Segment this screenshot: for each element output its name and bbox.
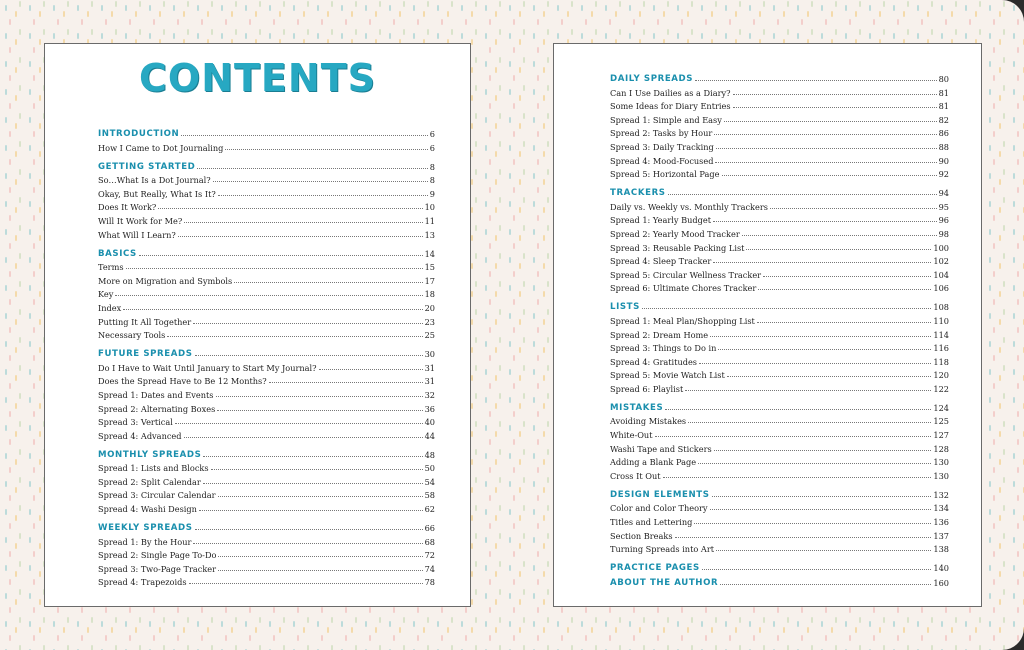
toc-entry-page-number: 72: [424, 550, 435, 561]
toc-section-heading-label: LISTS: [610, 302, 640, 313]
page-title: CONTENTS: [139, 56, 376, 100]
toc-entry-page-number: 92: [938, 169, 949, 180]
toc-entry-page-number: 68: [424, 536, 435, 547]
toc-entry-label: Color and Color Theory: [610, 503, 708, 514]
dot-leader: [167, 335, 422, 337]
toc-section-heading-label: ABOUT THE AUTHOR: [610, 578, 719, 589]
toc-entry-page-number: 11: [424, 215, 435, 226]
toc-section-heading-page-number: 48: [424, 449, 435, 460]
dot-leader: [175, 422, 423, 424]
toc-entry-page-number: 82: [938, 114, 949, 125]
toc-entry-page-number: 78: [424, 577, 435, 588]
toc-entry-label: Turning Spreads into Art: [610, 544, 715, 555]
toc-entry: [610, 266, 949, 280]
toc-entry-page-number: 110: [933, 315, 949, 326]
toc-entry: [98, 139, 435, 153]
dot-leader: [217, 409, 422, 411]
toc-entry: [98, 286, 435, 300]
toc-section-heading: [610, 485, 949, 500]
dot-leader: [216, 395, 423, 397]
toc-entry: [98, 533, 435, 547]
toc-entry: [98, 185, 435, 199]
toc-entry-page-number: 118: [933, 356, 949, 367]
dot-leader: [195, 354, 423, 356]
toc-entry-label: Spread 5: Horizontal Page: [610, 169, 720, 180]
dot-leader: [720, 583, 931, 585]
dot-leader: [178, 235, 423, 237]
toc-section-heading-label: WEEKLY SPREADS: [98, 523, 193, 534]
toc-entry-label: Avoiding Mistakes: [610, 416, 687, 427]
toc-entry-page-number: 31: [424, 362, 435, 373]
toc-section-heading: [98, 244, 435, 259]
toc-section-heading-page-number: 132: [933, 489, 949, 500]
toc-entry-label: Spread 2: Dream Home: [610, 329, 709, 340]
dot-leader: [713, 261, 931, 263]
toc-entry-label: Section Breaks: [610, 530, 673, 541]
toc-entry-label: So…What Is a Dot Journal?: [98, 175, 211, 186]
toc-entry: [98, 359, 435, 373]
dot-leader: [746, 248, 931, 250]
dot-leader: [189, 582, 423, 584]
dot-leader: [716, 549, 931, 551]
left-page: [44, 43, 471, 607]
toc-entry: [610, 340, 949, 354]
toc-entry: [610, 541, 949, 555]
toc-entry-page-number: 95: [938, 201, 949, 212]
toc-entry-page-number: 15: [424, 262, 435, 273]
toc-entry-label: What Will I Learn?: [98, 229, 176, 240]
dot-leader: [675, 536, 932, 538]
toc-entry-label: Spread 3: Two-Page Tracker: [98, 563, 217, 574]
toc-section-heading: [98, 344, 435, 359]
dot-leader: [655, 435, 932, 437]
dot-leader: [203, 455, 422, 457]
toc-section-heading-page-number: 140: [933, 563, 949, 574]
toc-entry-label: Spread 5: Movie Watch List: [610, 370, 725, 381]
toc-entry-label: Does the Spread Have to Be 12 Months?: [98, 376, 267, 387]
toc-entry-label: Spread 4: Washi Design: [98, 504, 197, 515]
toc-entry-label: Spread 3: Daily Tracking: [610, 141, 714, 152]
toc-entry-page-number: 114: [933, 329, 949, 340]
dot-leader: [218, 569, 423, 571]
toc-entry-label: Spread 4: Sleep Tracker: [610, 256, 712, 267]
toc-entry-page-number: 102: [933, 256, 949, 267]
toc-entry: [98, 373, 435, 387]
toc-entry: [610, 225, 949, 239]
dot-leader: [203, 482, 423, 484]
toc-entry-page-number: 81: [938, 101, 949, 112]
toc-entry-label: White-Out: [610, 430, 653, 441]
toc-entry-label: Spread 3: Reusable Packing List: [610, 242, 745, 253]
toc-section-heading-page-number: 160: [933, 578, 949, 589]
toc-entry-page-number: 31: [424, 376, 435, 387]
dot-leader: [713, 220, 937, 222]
toc-entry-page-number: 36: [424, 403, 435, 414]
toc-entry-label: Daily vs. Weekly vs. Monthly Trackers: [610, 201, 768, 212]
dot-leader: [211, 468, 423, 470]
toc-entry-label: Spread 2: Alternating Boxes: [98, 403, 216, 414]
dot-leader: [218, 194, 428, 196]
toc-entry-page-number: 25: [424, 330, 435, 341]
toc-section-heading-label: INTRODUCTION: [98, 129, 180, 139]
dot-leader: [742, 234, 937, 236]
toc-entry: [610, 426, 949, 440]
toc-entry: [98, 487, 435, 501]
dot-leader: [710, 508, 932, 510]
dot-leader: [724, 120, 937, 122]
dot-leader: [714, 449, 932, 451]
toc-entry: [610, 84, 949, 98]
dot-leader: [770, 207, 937, 209]
toc-entry: [610, 440, 949, 454]
toc-entry-label: Spread 3: Things to Do in: [610, 343, 717, 354]
toc-entry-page-number: 137: [933, 530, 949, 541]
dot-leader: [218, 495, 423, 497]
toc-entry-label: Does It Work?: [98, 202, 157, 213]
dot-leader: [685, 389, 931, 391]
toc-entry-page-number: 17: [424, 275, 435, 286]
dot-leader: [699, 362, 931, 364]
toc-entry: [610, 312, 949, 326]
toc-entry: [98, 500, 435, 514]
dot-leader: [710, 335, 931, 337]
toc-entry-page-number: 10: [424, 202, 435, 213]
toc-entry: [610, 353, 949, 367]
toc-entry-label: Spread 1: Lists and Blocks: [98, 463, 209, 474]
dot-leader: [234, 281, 422, 283]
toc-entry-label: Okay, But Really, What Is It?: [98, 188, 216, 199]
toc-entry: [98, 574, 435, 588]
toc-entry: [610, 152, 949, 166]
toc-right: [610, 69, 949, 588]
toc-entry-page-number: 58: [424, 490, 435, 501]
toc-entry-page-number: 40: [424, 417, 435, 428]
toc-entry-label: Necessary Tools: [98, 330, 166, 341]
toc-entry: [98, 199, 435, 213]
toc-entry-label: Spread 3: Vertical: [98, 417, 173, 428]
dot-leader: [213, 180, 428, 182]
toc-entry: [610, 380, 949, 394]
dot-leader: [733, 93, 937, 95]
toc-entry: [610, 413, 949, 427]
toc-section-heading: [98, 445, 435, 460]
right-page: [553, 43, 982, 607]
toc-entry-label: Spread 6: Ultimate Chores Tracker: [610, 283, 757, 294]
toc-entry: [98, 226, 435, 240]
toc-section-heading-page-number: 6: [429, 129, 435, 139]
toc-entry-label: Will It Work for Me?: [98, 215, 183, 226]
toc-entry-label: Key: [98, 289, 114, 300]
toc-entry: [98, 299, 435, 313]
dot-leader: [158, 207, 422, 209]
toc-entry-label: Spread 1: Meal Plan/Shopping List: [610, 315, 755, 326]
toc-entry: [98, 427, 435, 441]
dot-leader: [642, 307, 931, 309]
toc-section-heading: [98, 157, 435, 172]
dot-leader: [716, 147, 937, 149]
toc-entry: [610, 367, 949, 381]
toc-entry-label: Spread 1: Simple and Easy: [610, 114, 722, 125]
toc-entry-label: Spread 1: Yearly Budget: [610, 215, 711, 226]
dot-leader: [757, 321, 932, 323]
toc-entry-page-number: 127: [933, 430, 949, 441]
toc-entry: [98, 313, 435, 327]
toc-entry-page-number: 13: [424, 229, 435, 240]
toc-entry-page-number: 6: [429, 142, 435, 153]
dot-leader: [714, 133, 936, 135]
toc-entry-label: Adding a Blank Page: [610, 457, 697, 468]
toc-entry: [98, 547, 435, 561]
toc-entry-label: Spread 2: Yearly Mood Tracker: [610, 228, 740, 239]
toc-entry: [98, 212, 435, 226]
dot-leader: [668, 193, 937, 195]
toc-entry: [610, 467, 949, 481]
toc-entry: [610, 111, 949, 125]
toc-section-heading-label: GETTING STARTED: [98, 161, 196, 172]
toc-section-heading: [610, 558, 949, 573]
toc-entry-page-number: 130: [933, 470, 949, 481]
dot-leader: [218, 555, 422, 557]
toc-section-heading: [98, 124, 435, 139]
toc-entry: [610, 212, 949, 226]
toc-entry: [98, 560, 435, 574]
toc-entry: [610, 527, 949, 541]
dot-leader: [763, 275, 931, 277]
toc-entry-page-number: 104: [933, 269, 949, 280]
toc-entry-label: More on Migration and Symbols: [98, 275, 233, 286]
dot-leader: [695, 79, 936, 81]
toc-entry-label: Titles and Lettering: [610, 517, 693, 528]
toc-section-heading-page-number: 8: [429, 161, 435, 172]
toc-section-heading-page-number: 94: [938, 188, 949, 199]
toc-entry: [98, 460, 435, 474]
toc-entry-page-number: 54: [424, 476, 435, 487]
dot-leader: [727, 375, 932, 377]
dot-leader: [663, 476, 932, 478]
dot-leader: [181, 134, 427, 136]
toc-section-heading-label: BASICS: [98, 248, 137, 259]
toc-entry-page-number: 32: [424, 389, 435, 400]
toc-entry-label: Spread 5: Circular Wellness Tracker: [610, 269, 762, 280]
dot-leader: [126, 267, 423, 269]
toc-entry: [610, 454, 949, 468]
toc-entry-page-number: 44: [424, 430, 435, 441]
toc-entry: [98, 400, 435, 414]
toc-section-heading: [610, 69, 949, 84]
toc-entry: [610, 239, 949, 253]
toc-entry-page-number: 74: [424, 563, 435, 574]
dot-leader: [698, 462, 931, 464]
toc-entry-label: Spread 3: Circular Calendar: [98, 490, 216, 501]
dot-leader: [184, 436, 423, 438]
toc-entry-page-number: 86: [938, 128, 949, 139]
toc-section-heading: [610, 183, 949, 198]
dot-leader: [665, 408, 931, 410]
toc-section-heading-label: TRACKERS: [610, 188, 666, 199]
toc-entry-label: Washi Tape and Stickers: [610, 443, 712, 454]
toc-entry-page-number: 136: [933, 517, 949, 528]
dot-leader: [269, 381, 423, 383]
toc-section-heading-page-number: 108: [933, 302, 949, 313]
toc-section-heading: [610, 573, 949, 588]
dot-leader: [694, 522, 931, 524]
toc-section-heading-label: MISTAKES: [610, 402, 664, 413]
dot-leader: [722, 174, 937, 176]
toc-entry-page-number: 9: [429, 188, 435, 199]
toc-entry-page-number: 50: [424, 463, 435, 474]
toc-entry-label: How I Came to Dot Journaling: [98, 142, 224, 153]
toc-entry-page-number: 120: [933, 370, 949, 381]
toc-entry: [98, 414, 435, 428]
toc-entry-label: Spread 6: Playlist: [610, 383, 684, 394]
toc-entry-label: Spread 4: Mood-Focused: [610, 155, 714, 166]
dot-leader: [193, 542, 422, 544]
toc-entry-page-number: 128: [933, 443, 949, 454]
toc-section-heading-page-number: 14: [424, 248, 435, 259]
toc-entry-label: Spread 1: By the Hour: [98, 536, 192, 547]
toc-section-heading-label: DAILY SPREADS: [610, 74, 694, 84]
dot-leader: [123, 308, 422, 310]
toc-section-heading-page-number: 80: [938, 74, 949, 84]
toc-entry-page-number: 98: [938, 228, 949, 239]
toc-entry-page-number: 116: [933, 343, 949, 354]
toc-entry-label: Some Ideas for Diary Entries: [610, 101, 731, 112]
toc-section-heading: [610, 297, 949, 312]
dot-leader: [733, 106, 937, 108]
toc-entry: [610, 513, 949, 527]
dot-leader: [115, 294, 422, 296]
toc-section-heading: [98, 518, 435, 533]
dot-leader: [718, 348, 931, 350]
toc-entry-page-number: 100: [933, 242, 949, 253]
dot-leader: [199, 509, 423, 511]
toc-entry: [610, 198, 949, 212]
toc-entry-label: Spread 2: Split Calendar: [98, 476, 201, 487]
dot-leader: [139, 254, 423, 256]
dot-leader: [225, 148, 427, 150]
toc-section-heading-page-number: 124: [933, 402, 949, 413]
dot-leader: [688, 421, 931, 423]
toc-entry-page-number: 125: [933, 416, 949, 427]
toc-left: [98, 124, 435, 587]
toc-entry-label: Index: [98, 302, 122, 313]
toc-entry-page-number: 8: [429, 175, 435, 186]
toc-entry: [98, 327, 435, 341]
toc-entry-label: Putting It All Together: [98, 316, 192, 327]
toc-entry: [610, 125, 949, 139]
toc-entry: [98, 272, 435, 286]
dot-leader: [715, 161, 936, 163]
dot-leader: [712, 495, 932, 497]
toc-entry: [610, 280, 949, 294]
toc-entry-label: Spread 4: Advanced: [98, 430, 182, 441]
toc-entry: [610, 253, 949, 267]
toc-entry: [610, 500, 949, 514]
toc-entry-label: Can I Use Dailies as a Diary?: [610, 87, 731, 98]
toc-entry-page-number: 106: [933, 283, 949, 294]
toc-entry-label: Spread 4: Trapezoids: [98, 577, 187, 588]
toc-entry-label: Spread 2: Tasks by Hour: [610, 128, 713, 139]
toc-entry-page-number: 130: [933, 457, 949, 468]
toc-entry: [610, 326, 949, 340]
toc-entry-page-number: 62: [424, 504, 435, 515]
toc-entry: [610, 138, 949, 152]
toc-entry-label: Spread 1: Dates and Events: [98, 389, 214, 400]
dot-leader: [184, 221, 422, 223]
toc-entry-page-number: 122: [933, 383, 949, 394]
toc-entry-label: Cross It Out: [610, 470, 661, 481]
toc-section-heading-page-number: 66: [424, 523, 435, 534]
toc-section-heading-label: MONTHLY SPREADS: [98, 449, 202, 460]
toc-entry-page-number: 81: [938, 87, 949, 98]
toc-entry-label: Spread 2: Single Page To-Do: [98, 550, 217, 561]
toc-section-heading-label: PRACTICE PAGES: [610, 563, 700, 574]
toc-entry-label: Do I Have to Wait Until January to Start My Journal?: [98, 362, 317, 373]
toc-entry: [98, 172, 435, 186]
toc-entry: [98, 259, 435, 273]
toc-section-heading-label: FUTURE SPREADS: [98, 349, 193, 360]
toc-entry: [98, 386, 435, 400]
toc-entry-label: Spread 4: Gratitudes: [610, 356, 698, 367]
toc-entry: [610, 166, 949, 180]
toc-entry-page-number: 138: [933, 544, 949, 555]
toc-entry: [610, 98, 949, 112]
dot-leader: [758, 288, 931, 290]
toc-entry-page-number: 134: [933, 503, 949, 514]
toc-entry: [98, 473, 435, 487]
dot-leader: [195, 528, 423, 530]
toc-entry-label: Terms: [98, 262, 124, 273]
toc-entry-page-number: 88: [938, 141, 949, 152]
dot-leader: [197, 167, 427, 169]
toc-entry-page-number: 96: [938, 215, 949, 226]
toc-entry-page-number: 90: [938, 155, 949, 166]
toc-entry-page-number: 20: [424, 302, 435, 313]
dot-leader: [193, 322, 422, 324]
dot-leader: [702, 568, 932, 570]
toc-entry-page-number: 23: [424, 316, 435, 327]
toc-section-heading: [610, 398, 949, 413]
toc-section-heading-label: DESIGN ELEMENTS: [610, 489, 710, 500]
toc-entry-page-number: 18: [424, 289, 435, 300]
dot-leader: [319, 368, 423, 370]
toc-section-heading-page-number: 30: [424, 349, 435, 360]
